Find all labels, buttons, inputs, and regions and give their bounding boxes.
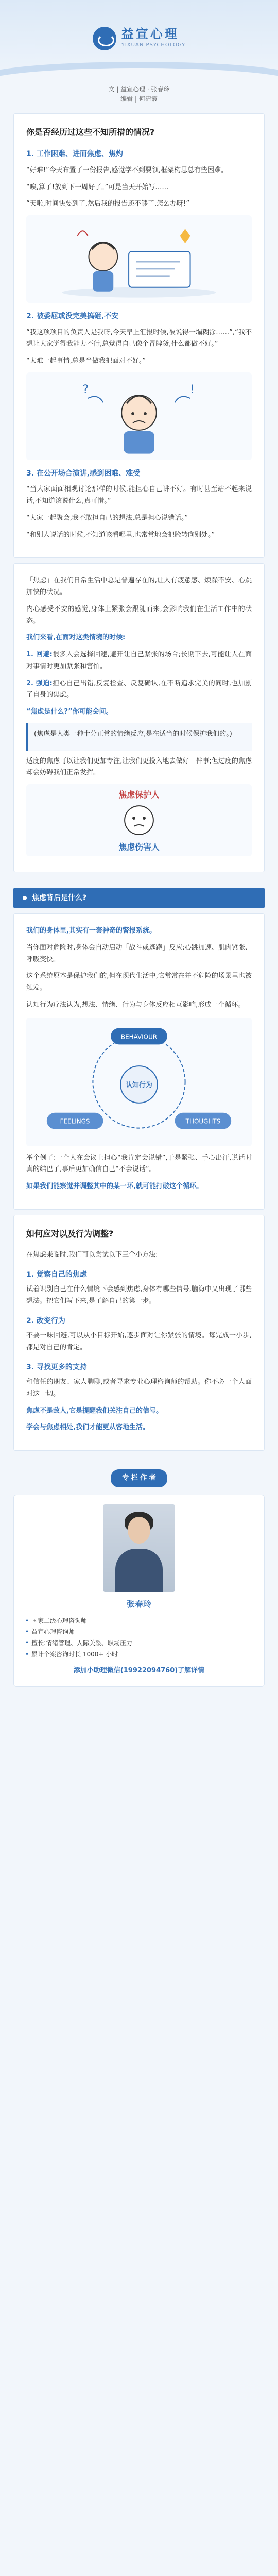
article-meta (0, 77, 278, 108)
stress-drawing (26, 215, 252, 303)
anxiety-card (13, 563, 265, 872)
credential-item: • 国家二级心理咨询师 (25, 1616, 253, 1627)
author-line: 文 | 益宣心理 · 张春玲 (108, 86, 170, 93)
credential-item: • 累计个案咨询时长 1000+ 小时 (25, 1649, 253, 1660)
scenario-text: “和别人说话的时候,不知道该看哪里,也常常地会把脸转向别处。” (26, 531, 215, 539)
credential-item: • 益宣心理咨询师 (25, 1626, 253, 1638)
scenario-text: “好难!”今天布置了一份报告,感觉学不到要领,框架构思总有些困难。 (26, 166, 228, 174)
header-banner (0, 0, 278, 77)
method-text: 和信任的朋友、家人聊聊,或者寻求专业心理咨询师的帮助。你不必一个人面对这一切。 (26, 1378, 252, 1398)
banner-dot-icon (23, 896, 27, 900)
logo-icon (93, 27, 116, 50)
coping-text: 担心自己出错,反复检查、反复确认,在不断追求完美的同时,也加剧了自身的焦虑。 (26, 679, 252, 699)
method-text: 不要一味回避,可以从小目标开始,逐步面对让你紧张的情境。每完成一小步,都是对自己的肯定。 (26, 1332, 252, 1351)
anxiety-heading: 我们来看,在面对这类情境的时候: (26, 634, 126, 642)
anxiety-text: 适度的焦虑可以让我们更加专注,让我们更投入地去做好一件事;但过度的焦虑却会妨碍我们正常发挥。 (26, 757, 252, 777)
explanation-text: 当你面对危险时,身体会自动启动「战斗或逃跑」反应:心跳加速、肌肉紧张、呼吸变快。 (26, 943, 252, 963)
method-title: 1. 觉察自己的焦虑 (26, 1270, 87, 1279)
node-behaviour: BEHAVIOUR (120, 1033, 158, 1041)
coping-title: 如何应对以及行为调整? (26, 1228, 114, 1239)
closing-text: 学会与焦虑相处,我们才能更从容地生活。 (26, 1423, 149, 1432)
coping-label: 2. 强迫: (26, 679, 53, 687)
coping-text: 很多人会选择回避,避开让自己紧张的场合;长期下去,可能让人在面对事情时更加紧张和害怕。 (26, 651, 252, 670)
worry-illustration (26, 372, 252, 460)
scenario-title-2: 2. 被委屈或没完美搞砸,不安 (26, 312, 119, 321)
diagram-center: 认知行为 (126, 1081, 152, 1089)
method-text: 试着识别自己在什么情境下会感到焦虑,身体有哪些信号,脑海中又出现了哪些想法。把它们写下来,是了解自己的第一步。 (26, 1285, 252, 1305)
method-title: 2. 改变行为 (26, 1316, 65, 1325)
credential-item: • 擅长:情绪管理、人际关系、职场压力 (25, 1638, 253, 1649)
expert-photo (103, 1504, 175, 1592)
scenario-text: “唉,算了!放到下一周好了。”可是当天开始写…… (26, 183, 169, 191)
expert-card (13, 1495, 265, 1687)
scenario-text: “大家一起聚会,我不敢担自己的想法,总是担心说错话。” (26, 514, 188, 522)
scenario-text: “天啦,时间快要到了,然后我的报告还不够了,怎么办呀!” (26, 200, 190, 208)
explanation-card (13, 913, 265, 1210)
anxiety-question: “焦虑是什么?”你可能会问。 (26, 708, 113, 716)
cbt-cycle-diagram (26, 1018, 252, 1146)
svg-text:?: ? (82, 383, 89, 397)
scenario-title-1: 1. 工作困难、进而焦虑、焦灼 (26, 150, 123, 159)
scenario-card (13, 113, 265, 558)
brand-logo (93, 27, 186, 50)
expert-credentials (25, 1616, 253, 1660)
card-question: 你是否经历过这些不知所措的情况? (26, 127, 155, 138)
editor-line: 编辑 | 何清霞 (120, 95, 158, 103)
explanation-lead: 我们的身体里,其实有一套神奇的警报系统。 (26, 927, 156, 935)
logo-subtitle: YIXUAN PSYCHOLOGY (121, 42, 186, 48)
logo-name: 益宣心理 (121, 27, 179, 42)
node-thoughts: THOUGHTS (185, 1117, 221, 1125)
explanation-text: 认知行为疗法认为,想法、情绪、行为与身体反应相互影响,形成一个循环。 (26, 1001, 245, 1009)
anxiety-intro: 「焦虑」在我们日常生活中总是普遍存在的,让人有疲惫感、烦躁不安、心跳加快的状况。 (26, 577, 252, 597)
explanation-text: 这个系统原本是保护我们的,但在现代生活中,它常常在并不危险的场景里也被触发。 (26, 972, 252, 992)
coping-card (13, 1215, 265, 1451)
node-feelings: FEELINGS (60, 1117, 90, 1125)
section-banner (13, 888, 265, 908)
section-title: 焦虑背后是什么? (32, 893, 87, 902)
quote-text: (焦虑是人类一种十分正常的情绪反应,是在适当的时候保护我们的。) (34, 730, 232, 738)
worry-drawing (26, 372, 252, 460)
cbt-cycle-drawing (26, 1018, 252, 1146)
scenario-text: “我这项项目的负责人是我呀,今天早上汇报时候,被说得一塌糊涂……”,“我不想让大家觉得我能力不行,总觉得自己像个冒牌货,什么都做不好。” (26, 328, 252, 348)
stress-illustration (26, 215, 252, 303)
tagline-protect: 焦虑保护人 (118, 790, 160, 800)
expert-header (0, 1469, 278, 1487)
scenario-text: “当大家面面相观讨论那样的时候,能担心自己讲不好。有时甚至站不起来说话,不知道该说什么,真可惜。” (26, 485, 252, 505)
contact-link[interactable]: 添加小助理微信(19922094760)了解详情 (73, 1667, 205, 1675)
explanation-text: 举个例子:一个人在会议上担心“我肯定会说错”,于是紧张、手心出汗,说话时真的结巴了,事后更加确信自己“不会说话”。 (26, 1154, 252, 1174)
anxiety-quote (26, 723, 252, 751)
mascot-drawing (26, 784, 252, 856)
tagline-harm: 焦虑伤害人 (118, 842, 160, 852)
scenario-text: “太难一起事情,总是当做我把面对不好。” (26, 357, 146, 365)
expert-tag: 专 栏 作 者 (111, 1469, 167, 1487)
expert-name: 张春玲 (126, 1599, 151, 1609)
scenario-title-3: 3. 在公开场合演讲,感到困难、难受 (26, 469, 141, 478)
mascot-illustration (26, 784, 252, 856)
closing-text: 焦虑不是敌人,它是提醒我们关注自己的信号。 (26, 1406, 163, 1415)
coping-intro: 在焦虑来临时,我们可以尝试以下三个小方法: (26, 1250, 158, 1259)
method-title: 3. 寻找更多的支持 (26, 1363, 87, 1371)
anxiety-text: 内心感受不安的感觉,身体上紧张会跟随而来,会影响我们在生活工作中的状态。 (26, 605, 252, 625)
explanation-text: 如果我们能察觉并调整其中的某一环,就可能打破这个循环。 (26, 1182, 203, 1191)
svg-text:!: ! (190, 383, 195, 397)
coping-label: 1. 回避: (26, 651, 53, 659)
